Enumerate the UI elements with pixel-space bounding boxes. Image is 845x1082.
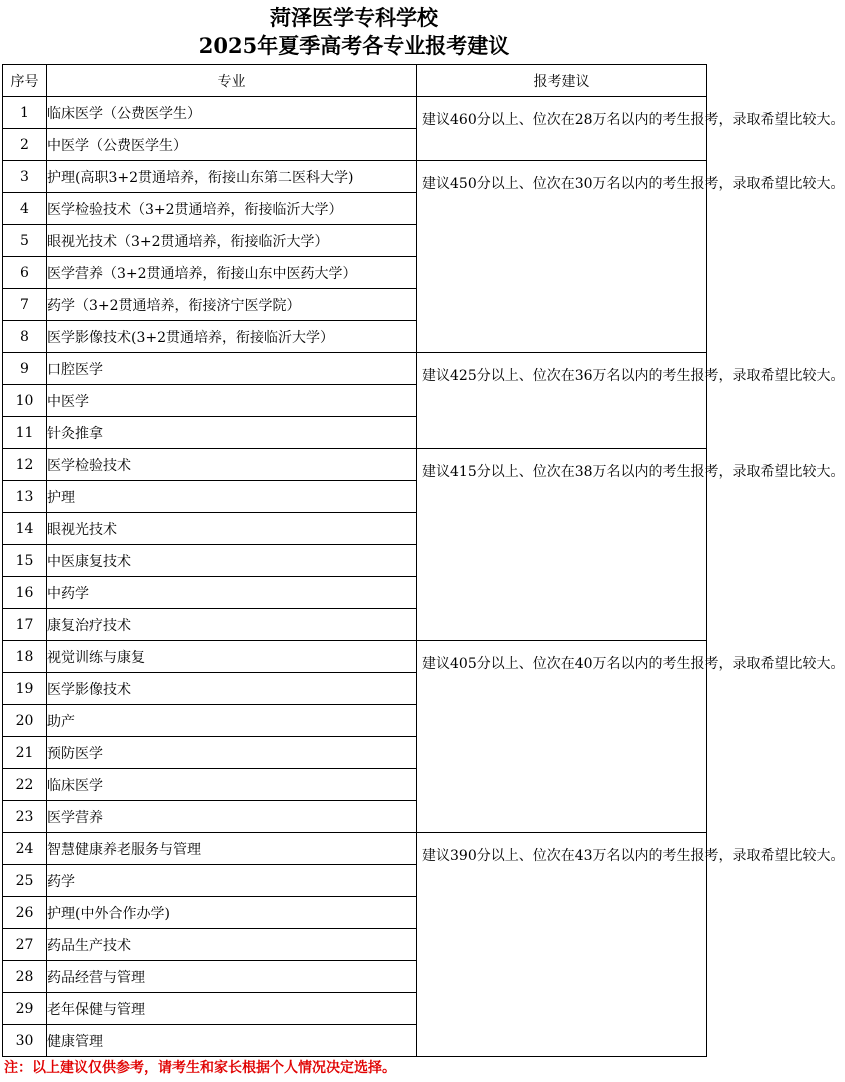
table-row: [3, 833, 707, 865]
row-index: 11: [3, 417, 47, 449]
advice-text: 建议405分以上、位次在40万名以内的考生报考，录取希望比较大。: [422, 656, 845, 672]
row-index: 18: [3, 641, 47, 673]
major-name: 医学影像技术: [47, 673, 417, 705]
major-name: 智慧健康养老服务与管理: [47, 833, 417, 865]
major-name: 康复治疗技术: [47, 609, 417, 641]
row-index: 17: [3, 609, 47, 641]
row-index: 2: [3, 129, 47, 161]
row-index: 16: [3, 577, 47, 609]
row-index: 13: [3, 481, 47, 513]
row-index: 28: [3, 961, 47, 993]
major-name: 医学营养（3+2贯通培养，衔接山东中医药大学）: [47, 257, 417, 289]
major-name: 医学检验技术: [47, 449, 417, 481]
row-index: 15: [3, 545, 47, 577]
table-row: [3, 97, 707, 129]
row-index: 27: [3, 929, 47, 961]
major-name: 护理(高职3+2贯通培养，衔接山东第二医科大学): [47, 161, 417, 193]
header-index: 序号: [3, 65, 47, 97]
major-name: 视觉训练与康复: [47, 641, 417, 673]
header-major: 专业: [47, 65, 417, 97]
advice-cell: [417, 161, 845, 353]
row-index: 1: [3, 97, 47, 129]
advice-cell: [417, 449, 845, 641]
row-index: 19: [3, 673, 47, 705]
row-index: 8: [3, 321, 47, 353]
major-name: 医学影像技术(3+2贯通培养，衔接临沂大学）: [47, 321, 417, 353]
major-name: 助产: [47, 705, 417, 737]
document-subtitle: 2025年夏季高考各专业报考建议: [198, 33, 510, 58]
advice-cell: [417, 97, 845, 161]
header-advice: 报考建议: [417, 65, 707, 97]
advice-text: 建议450分以上、位次在30万名以内的考生报考，录取希望比较大。: [422, 176, 845, 192]
row-index: 3: [3, 161, 47, 193]
row-index: 21: [3, 737, 47, 769]
disclaimer-note: 注：以上建议仅供参考，请考生和家长根据个人情况决定选择。: [4, 1060, 396, 1076]
advice-cell: [417, 641, 845, 833]
major-name: 老年保健与管理: [47, 993, 417, 1025]
major-name: 医学检验技术（3+2贯通培养，衔接临沂大学）: [47, 193, 417, 225]
major-name: 中医学: [47, 385, 417, 417]
major-name: 中医学（公费医学生）: [47, 129, 417, 161]
major-name: 药学（3+2贯通培养，衔接济宁医学院）: [47, 289, 417, 321]
major-name: 中医康复技术: [47, 545, 417, 577]
row-index: 12: [3, 449, 47, 481]
table-body: [3, 97, 845, 1057]
table-row: [3, 641, 707, 673]
row-index: 7: [3, 289, 47, 321]
major-name: 健康管理: [47, 1025, 417, 1057]
row-index: 6: [3, 257, 47, 289]
row-index: 22: [3, 769, 47, 801]
major-name: 临床医学（公费医学生）: [47, 97, 417, 129]
major-name: 医学营养: [47, 801, 417, 833]
row-index: 23: [3, 801, 47, 833]
row-index: 25: [3, 865, 47, 897]
row-index: 4: [3, 193, 47, 225]
major-name: 中药学: [47, 577, 417, 609]
major-name: 护理(中外合作办学): [47, 897, 417, 929]
major-name: 护理: [47, 481, 417, 513]
advice-text: 建议415分以上、位次在38万名以内的考生报考，录取希望比较大。: [422, 464, 845, 480]
row-index: 10: [3, 385, 47, 417]
table-row: [3, 161, 707, 193]
major-name: 眼视光技术（3+2贯通培养，衔接临沂大学）: [47, 225, 417, 257]
row-index: 24: [3, 833, 47, 865]
row-index: 29: [3, 993, 47, 1025]
advice-text: 建议390分以上、位次在43万名以内的考生报考，录取希望比较大。: [422, 848, 845, 864]
table-row: [3, 353, 707, 385]
advice-table: [2, 64, 845, 1057]
row-index: 30: [3, 1025, 47, 1057]
row-index: 20: [3, 705, 47, 737]
major-name: 药品经营与管理: [47, 961, 417, 993]
advice-cell: [417, 833, 845, 1057]
major-name: 药品生产技术: [47, 929, 417, 961]
table-row: [3, 449, 707, 481]
row-index: 14: [3, 513, 47, 545]
major-name: 临床医学: [47, 769, 417, 801]
major-name: 针灸推拿: [47, 417, 417, 449]
row-index: 5: [3, 225, 47, 257]
advice-cell: [417, 353, 845, 449]
document-title: [0, 0, 708, 64]
advice-text: 建议460分以上、位次在28万名以内的考生报考，录取希望比较大。: [422, 112, 845, 128]
advice-text: 建议425分以上、位次在36万名以内的考生报考，录取希望比较大。: [422, 368, 845, 384]
major-name: 眼视光技术: [47, 513, 417, 545]
row-index: 26: [3, 897, 47, 929]
major-name: 口腔医学: [47, 353, 417, 385]
row-index: 9: [3, 353, 47, 385]
major-name: 预防医学: [47, 737, 417, 769]
table-header-row: [3, 65, 707, 97]
school-name: 菏泽医学专科学校: [270, 5, 438, 30]
major-name: 药学: [47, 865, 417, 897]
